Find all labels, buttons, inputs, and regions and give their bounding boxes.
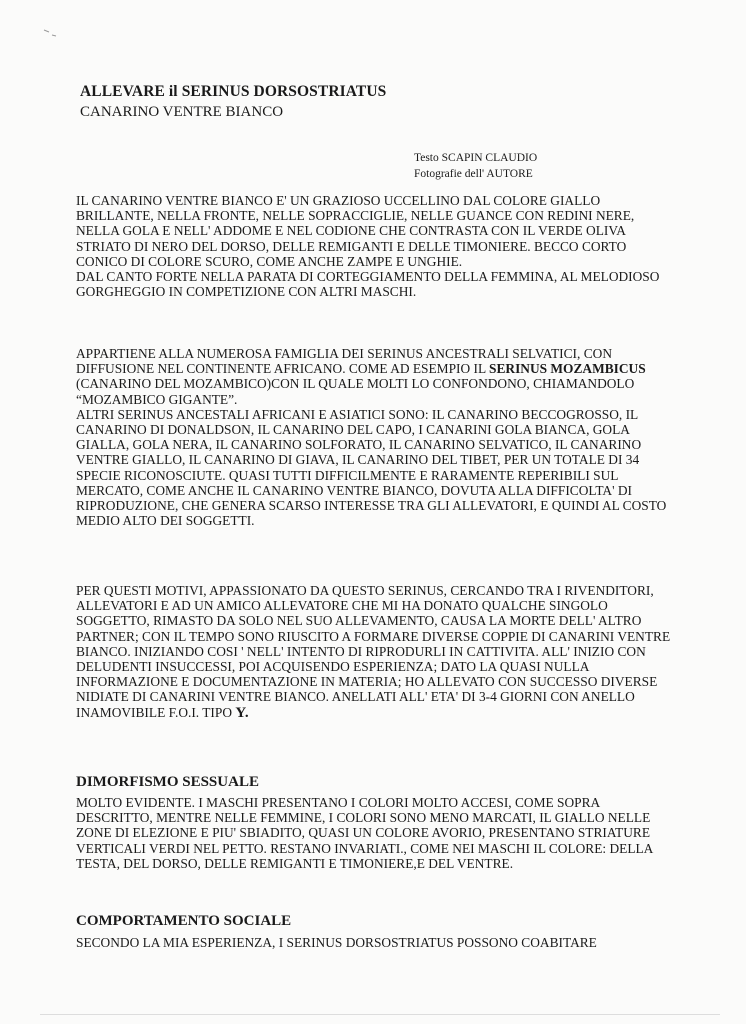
family-paragraph-1 bbox=[76, 346, 676, 407]
intro-paragraph-2: DAL CANTO FORTE NELLA PARATA DI CORTEGGIAMENTO DELLA FEMMINA, AL MELODIOSO GORGHEGGIO IN COMPETIZIONE CON ALTRI MASCHI. bbox=[76, 269, 660, 300]
article-title: ALLEVARE il SERINUS DORSOSTRIATUS bbox=[80, 83, 387, 100]
social-heading: COMPORTAMENTO SOCIALE bbox=[76, 913, 292, 929]
dimorphism-heading: DIMORFISMO SESSUALE bbox=[76, 774, 259, 790]
family-text-a: APPARTIENE ALLA NUMEROSA FAMIGLIA DEI SERINUS ANCESTRALI SELVATICI, CON DIFFUSIONE NEL CONTINENTE AFRICANO. COME AD ESEMPIO IL bbox=[76, 346, 612, 377]
breeding-paragraph bbox=[76, 583, 676, 721]
intro-section bbox=[76, 193, 676, 299]
family-section bbox=[76, 346, 676, 528]
dimorphism-section bbox=[76, 795, 676, 871]
intro-paragraph-1: IL CANARINO VENTRE BIANCO E' UN GRAZIOSO UCCELLINO DAL COLORE GIALLO BRILLANTE, NELLA FRONTE, NELLE SOPRACCIGLIE, NELLE GUANCE CON REDINI NERE, NELLA GOLA E NELL' ADDOME E NEL CODIONE CHE CONTRASTA CON IL VERDE OLIVA STRIATO DI NERO DEL DORSO, DELLE REMIGANTI E DELLE TIMONIERE. BECCO CORTO CONICO DI COLORE SCURO, COME ANCHE ZAMPE E UNGHIE. bbox=[76, 193, 635, 269]
page-bottom-edge bbox=[40, 1014, 720, 1015]
social-section bbox=[76, 935, 676, 950]
text-author-credit: Testo SCAPIN CLAUDIO bbox=[414, 152, 538, 164]
article-subtitle: CANARINO VENTRE BIANCO bbox=[80, 104, 284, 120]
serinus-mozambicus-term: SERINUS MOZAMBICUS bbox=[489, 361, 646, 377]
dimorphism-paragraph: MOLTO EVIDENTE. I MASCHI PRESENTANO I COLORI MOLTO ACCESI, COME SOPRA DESCRITTO, MENTRE NELLE FEMMINE, I COLORI SONO MENO MARCATI, IL GIALLO NELLE ZONE DI ELEZIONE E PIU' SBIADITO, QUASI UN COLORE AVORIO, PRESENTANO STRIATURE VERTICALI VERDI NEL PETTO. RESTANO INVARIATI., COME NEI MASCHI IL COLORE: DELLA TESTA, DEL DORSO, DELLE REMIGANTI E TIMONIERE,E DEL VENTRE. bbox=[76, 795, 653, 871]
family-text-b: (CANARINO DEL MOZAMBICO)CON IL QUALE MOLTI LO CONFONDONO, CHIAMANDOLO “MOZAMBICO GIGANTE”. bbox=[76, 376, 635, 407]
social-paragraph: SECONDO LA MIA ESPERIENZA, I SERINUS DORSOSTRIATUS POSSONO COABITARE bbox=[76, 935, 597, 950]
credits-block bbox=[414, 150, 537, 182]
breeding-section bbox=[76, 583, 676, 721]
family-paragraph-2: ALTRI SERINUS ANCESTALI AFRICANI E ASIATICI SONO: IL CANARINO BECCOGROSSO, IL CANARINO DI DONALDSON, IL CANARINO DEL CAPO, I CANARINI GOLA BIANCA, GOLA GIALLA, GOLA NERA, IL CANARINO SOLFORATO, IL CANARINO SELVATICO, IL CANARINO VENTRE GIALLO, IL CANARINO DI GIAVA, IL CANARINO DEL TIBET, PER UN TOTALE DI 34 SPECIE RICONOSCIUTE. QUASI TUTTI DIFFICILMENTE E RARAMENTE REPERIBILI SUL MERCATO, COME ANCHE IL CANARINO VENTRE BIANCO, DOVUTA ALLA DIFFICOLTA' DI RIPRODUZIONE, CHE GENERA SCARSO INTERESSE TRA GLI ALLEVATORI, E QUINDI AL COSTO MEDIO ALTO DEI SOGGETTI. bbox=[76, 406, 667, 529]
paper-speck bbox=[40, 26, 68, 38]
breeding-text: PER QUESTI MOTIVI, APPASSIONATO DA QUESTO SERINUS, CERCANDO TRA I RIVENDITORI, ALLEVATORI E AD UN AMICO ALLEVATORE CHE MI HA DONATO QUALCHE SINGOLO SOGGETTO, RIMASTO DA SOLO NEL SUO ALLEVAMENTO, CAUSA LA MORTE DELL' ALTRO PARTNER; CON IL TEMPO SONO RIUSCITO A FORMARE DIVERSE COPPIE DI CANARINI VENTRE BIANCO. INIZIANDO COSI ' NELL' INTENTO DI RIPRODURLI IN CATTIVITA. ALL' INIZIO CON DELUDENTI INSUCCESSI, POI ACQUISENDO ESPERIENZA; DATO LA QUASI NULLA INFORMAZIONE E DOCUMENTAZIONE IN MATERIA; HO ALLEVATO CON SUCCESSO DIVERSE NIDIATE DI CANARINI VENTRE BIANCO. ANELLATI ALL' ETA' DI 3-4 GIORNI CON ANELLO INAMOVIBILE F.O.I. TIPO bbox=[76, 583, 671, 720]
photo-credit: Fotografie dell' AUTORE bbox=[414, 168, 533, 180]
ring-type-label: Y. bbox=[235, 704, 249, 721]
